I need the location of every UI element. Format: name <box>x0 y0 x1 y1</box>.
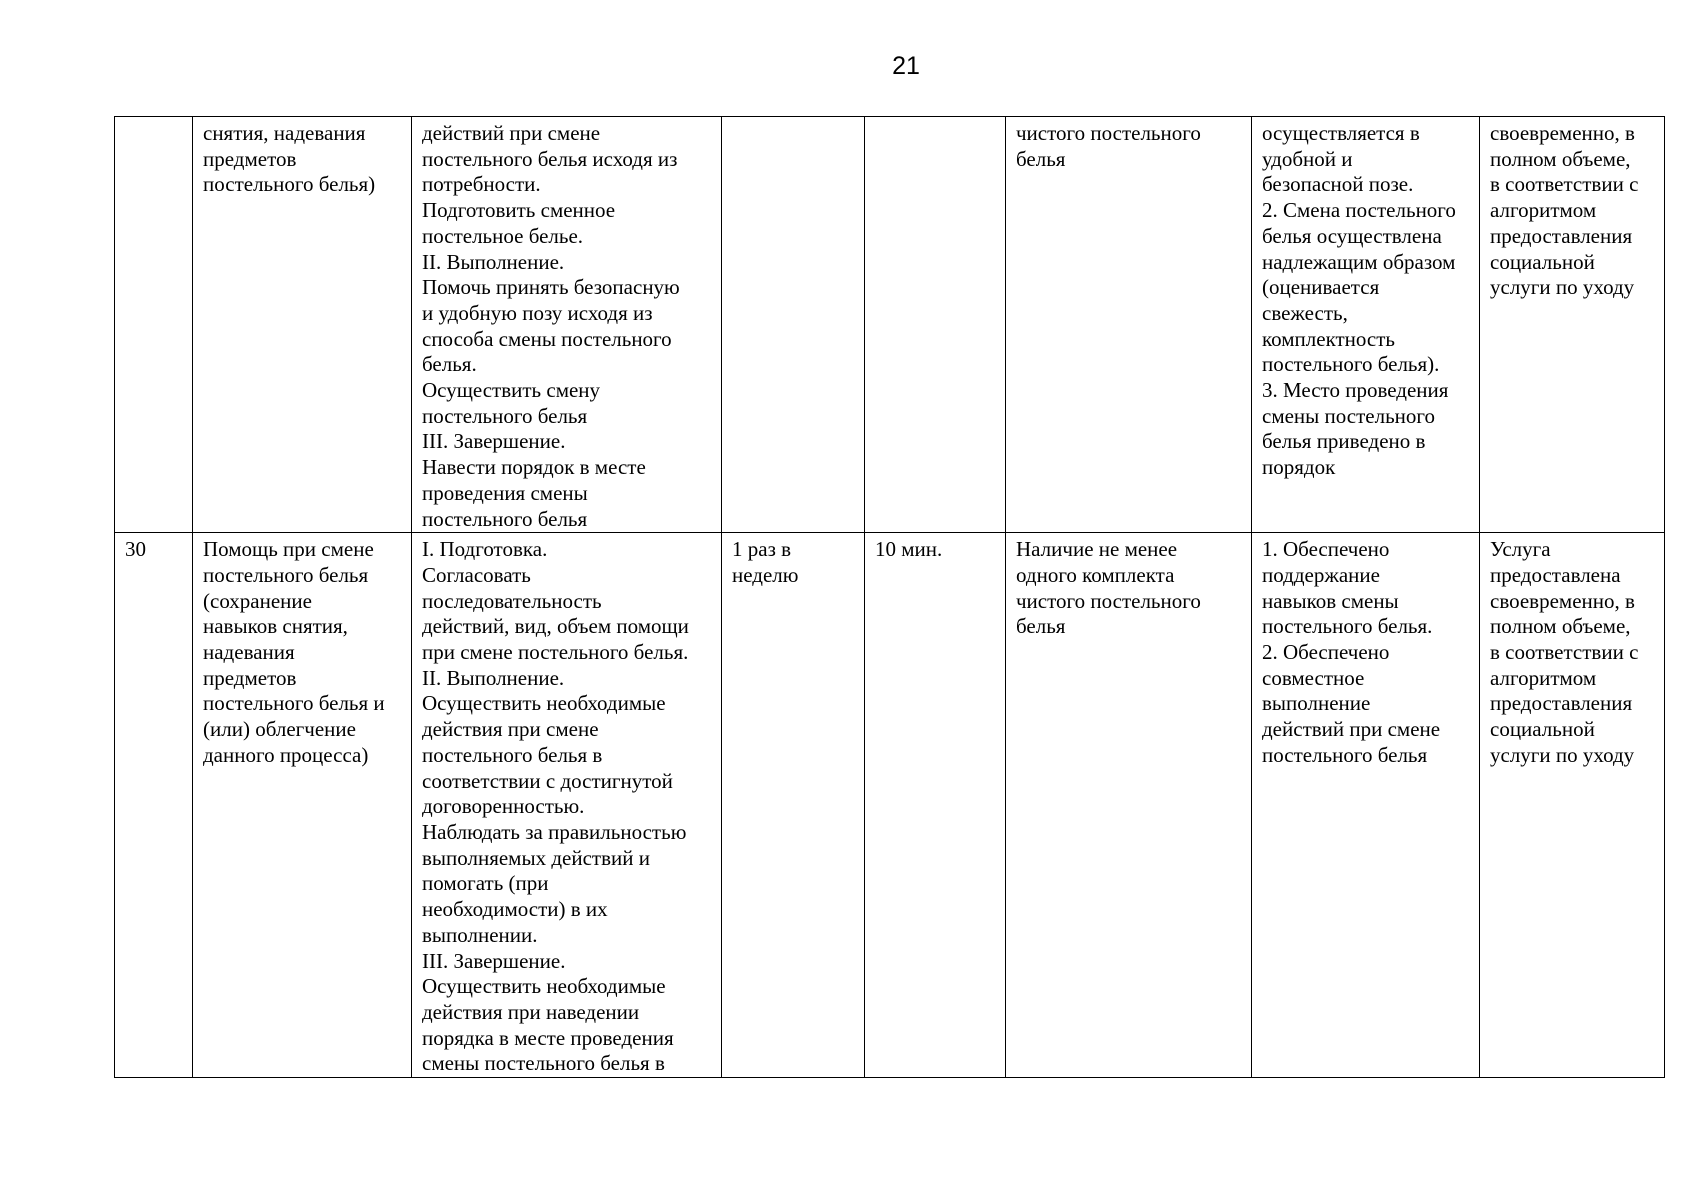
cell-conditions: Наличие не менее одного комплекта чистого постельного белья <box>1006 533 1252 1078</box>
cell-service-actions: I. Подготовка. Согласовать последовательность действий, вид, объем помощи при смене постельного белья. II. Выполнение. Осуществить необходимые действия при смене постельного белья в соответствии с достигнутой договоренностью. Наблюдать за правильностью выполняемых действий и помогать (при необходимости) в их выполнении. III. Завершение. Осуществить необходимые действия при наведении порядка в месте проведения смены постельного белья в <box>412 533 722 1078</box>
cell-duration <box>865 117 1006 533</box>
cell-frequency: 1 раз в неделю <box>722 533 865 1078</box>
cell-result: 1. Обеспечено поддержание навыков смены постельного белья. 2. Обеспечено совместное выполнение действий при смене постельного белья <box>1252 533 1480 1078</box>
cell-quality: своевременно, в полном объеме, в соответствии с алгоритмом предоставления социальной услуги по уходу <box>1480 117 1665 533</box>
table-row <box>115 117 1665 533</box>
cell-duration: 10 мин. <box>865 533 1006 1078</box>
cell-result: осуществляется в удобной и безопасной позе. 2. Смена постельного белья осуществлена надлежащим образом (оценивается свежесть, комплектность постельного белья). 3. Место проведения смены постельного белья приведено в порядок <box>1252 117 1480 533</box>
page-number: 21 <box>892 52 920 80</box>
cell-quality: Услуга предоставлена своевременно, в полном объеме, в соответствии с алгоритмом предоставления социальной услуги по уходу <box>1480 533 1665 1078</box>
services-table <box>114 116 1665 1078</box>
cell-frequency <box>722 117 865 533</box>
cell-service-name: снятия, надевания предметов постельного белья) <box>193 117 412 533</box>
cell-number <box>115 117 193 533</box>
table-row <box>115 533 1665 1078</box>
cell-conditions: чистого постельного белья <box>1006 117 1252 533</box>
cell-number: 30 <box>115 533 193 1078</box>
cell-service-name: Помощь при смене постельного белья (сохранение навыков снятия, надевания предметов постельного белья и (или) облегчение данного процесса) <box>193 533 412 1078</box>
cell-service-actions: действий при смене постельного белья исходя из потребности. Подготовить сменное постельное белье. II. Выполнение. Помочь принять безопасную и удобную позу исходя из способа смены постельного белья. Осуществить смену постельного белья III. Завершение. Навести порядок в месте проведения смены постельного белья <box>412 117 722 533</box>
